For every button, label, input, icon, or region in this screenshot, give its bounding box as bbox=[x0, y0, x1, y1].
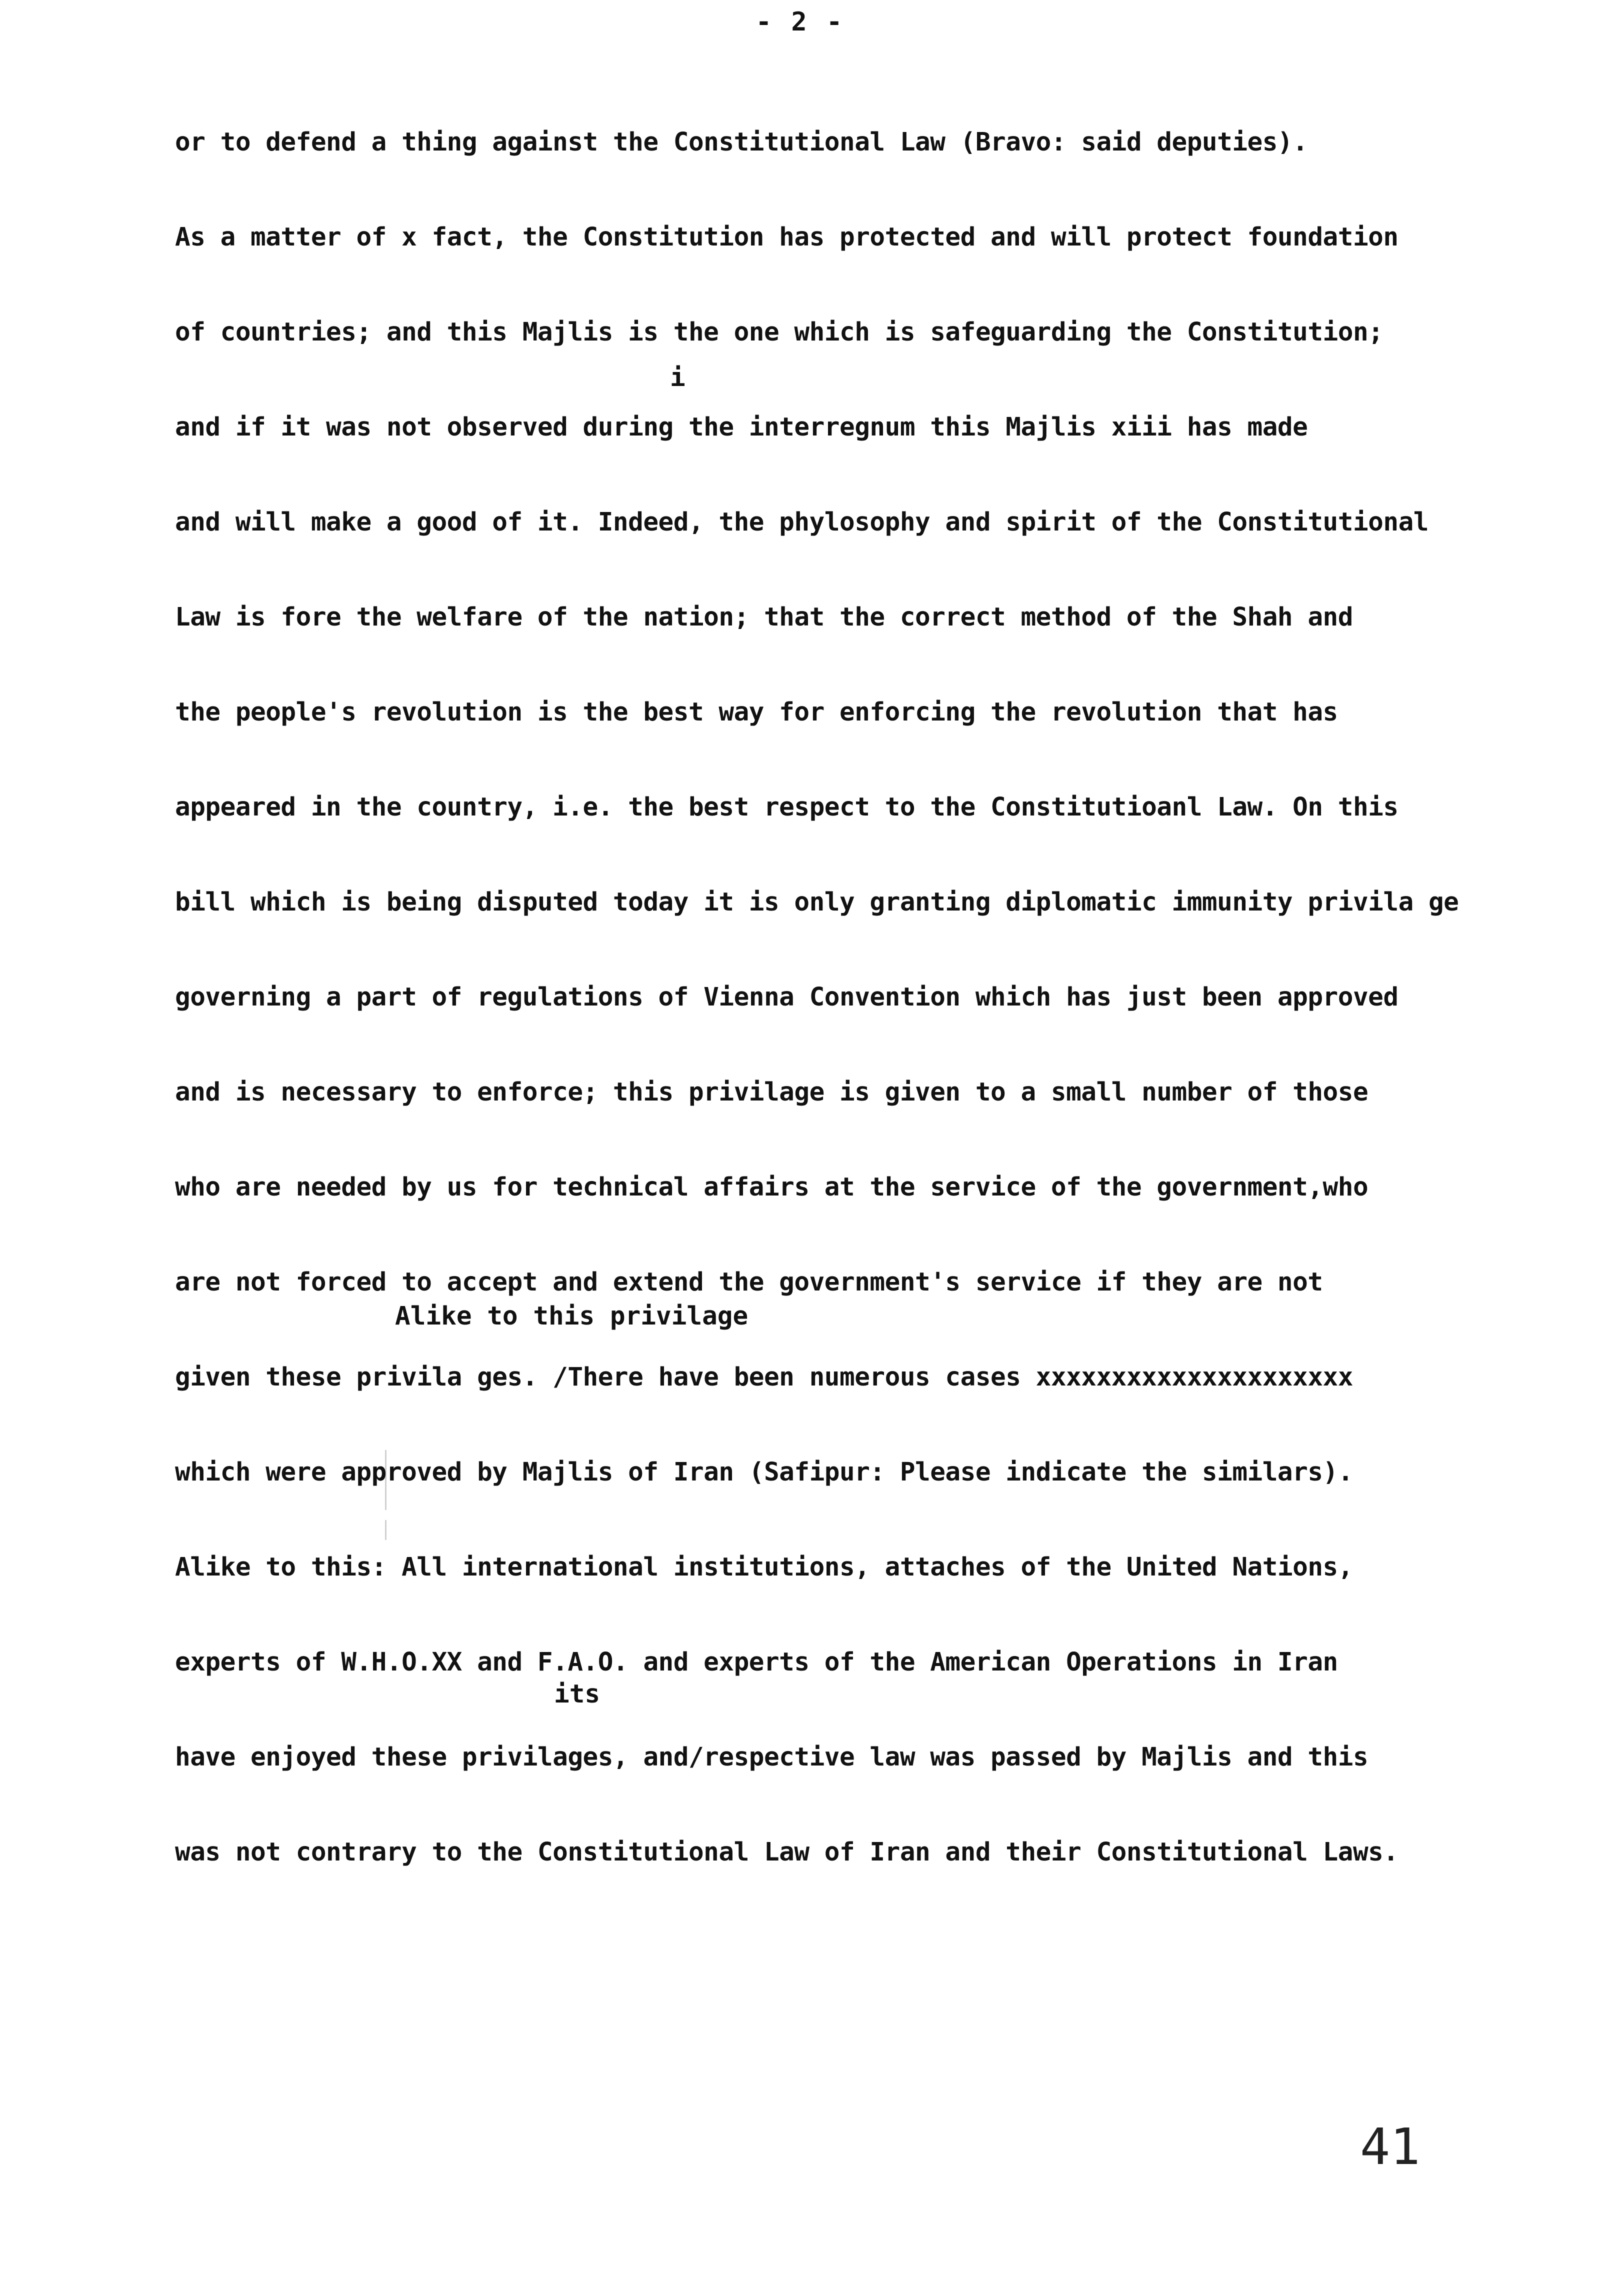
text-line: are not forced to accept and extend the government's service if they are not bbox=[175, 1268, 1323, 1297]
text-line: As a matter of x fact, the Constitution has protected and will protect foundation bbox=[175, 222, 1398, 252]
interlinear-correction-2: Alike to this privilage bbox=[395, 1302, 748, 1331]
typed-body-text bbox=[175, 95, 1575, 1900]
text-line: the people's revolution is the best way for enforcing the revolution that has bbox=[175, 698, 1338, 727]
text-line: of countries; and this Majlis is the one which is safeguarding the Constitution; bbox=[175, 318, 1384, 347]
text-line: and is necessary to enforce; this privilage is given to a small number of those bbox=[175, 1078, 1368, 1107]
text-line: and will make a good of it. Indeed, the phylosophy and spirit of the Constitutional bbox=[175, 508, 1428, 537]
text-line: Law is fore the welfare of the nation; that the correct method of the Shah and bbox=[175, 602, 1353, 632]
page-number: 41 bbox=[1360, 2118, 1420, 2176]
text-line: was not contrary to the Constitutional Law of Iran and their Constitutional Laws. bbox=[175, 1838, 1398, 1867]
text-line: governing a part of regulations of Vienna Convention which has just been approved bbox=[175, 982, 1398, 1012]
page-header: - 2 - bbox=[756, 7, 844, 37]
text-line: and if it was not observed during the interregnum this Majlis xiii has made bbox=[175, 412, 1308, 442]
text-line: have enjoyed these privilages, and/respective law was passed by Majlis and this bbox=[175, 1742, 1368, 1772]
text-line: experts of W.H.O.XX and F.A.O. and experts of the American Operations in Iran bbox=[175, 1648, 1338, 1677]
text-line: who are needed by us for technical affairs at the service of the government,who bbox=[175, 1172, 1368, 1202]
text-line: appeared in the country, i.e. the best respect to the Constitutioanl Law. On this bbox=[175, 792, 1398, 822]
text-line: Alike to this: All international institutions, attaches of the United Nations, bbox=[175, 1552, 1353, 1582]
text-line: which were approved by Majlis of Iran (Safipur: Please indicate the similars). bbox=[175, 1458, 1353, 1487]
text-line: bill which is being disputed today it is only granting diplomatic immunity privila ge bbox=[175, 888, 1459, 917]
interlinear-correction-1: i bbox=[670, 363, 686, 392]
text-line: or to defend a thing against the Constitutional Law (Bravo: said deputies). bbox=[175, 128, 1308, 157]
text-line: given these privila ges. /There have been numerous cases xxxxxxxxxxxxxxxxxxxxx bbox=[175, 1362, 1353, 1392]
interlinear-correction-3: its bbox=[554, 1680, 600, 1709]
